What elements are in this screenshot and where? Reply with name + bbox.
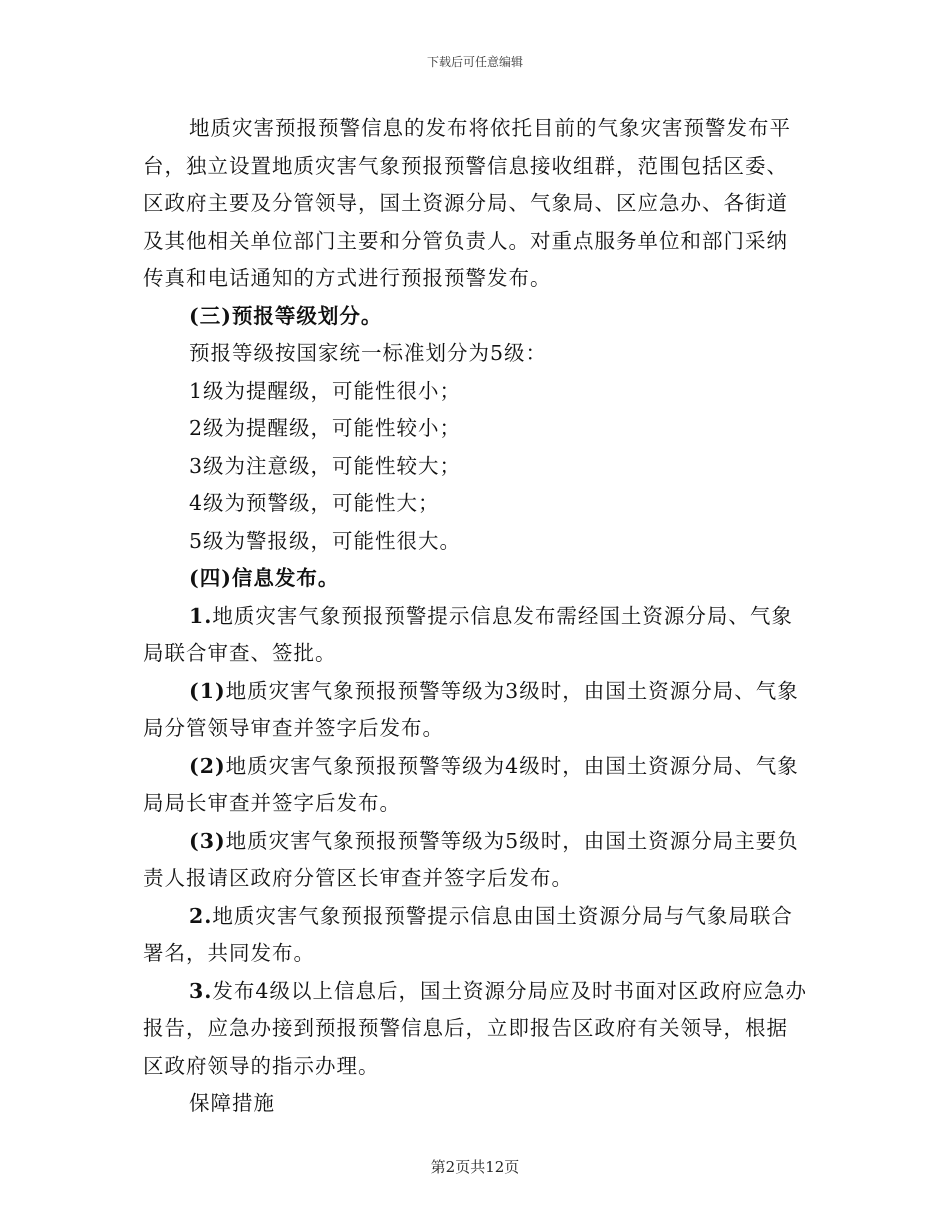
release-subitem-2-number: (2) <box>189 753 226 778</box>
release-item-3-number: 3. <box>189 978 213 1003</box>
release-item-3-text: 发布4级以上信息后，国土资源分局应及时书面对区政府应急办报告，应急办接到预报预警信息后，立即报告区政府有关领导，根据区政府领导的指示办理。 <box>143 978 807 1078</box>
release-subitem-1 <box>143 673 808 748</box>
release-subitem-3-number: (3) <box>189 828 226 853</box>
release-item-2-number: 2. <box>189 903 213 928</box>
level-item-5: 5级为警报级，可能性很大。 <box>189 528 462 553</box>
release-subitem-3 <box>143 823 808 898</box>
document-body <box>143 110 808 1123</box>
level-item-4: 4级为预警级，可能性大； <box>189 491 440 515</box>
release-subitem-1-number: (1) <box>189 678 226 703</box>
release-item-1-number: 1. <box>189 603 213 628</box>
section-heading-forecast-levels: (三)预报等级划分。 <box>189 303 383 328</box>
release-item-2-text: 地质灾害气象预报预警提示信息由国土资源分局与气象局联合署名，共同发布。 <box>143 903 793 965</box>
paragraph-levels-intro: 预报等级按国家统一标准划分为5级： <box>189 341 548 365</box>
paragraph-publishing-platform: 地质灾害预报预警信息的发布将依托目前的气象灾害预警发布平台，独立设置地质灾害气象预报预警信息接收组群，范围包括区委、区政府主要及分管领导，国土资源分局、气象局、区应急办、各街道及其他相关单位部门主要和分管负责人。对重点服务单位和部门采纳传真和电话通知的方式进行预报预警发布。 <box>143 116 791 290</box>
page-header: 下载后可任意编辑 <box>426 55 523 69</box>
release-item-1 <box>143 598 808 673</box>
release-item-2 <box>143 898 808 973</box>
level-item-3: 3级为注意级，可能性较大； <box>189 453 462 478</box>
paragraph-safeguard-measures: 保障措施 <box>189 1091 275 1115</box>
level-item-2: 2级为提醒级，可能性较小； <box>189 416 462 440</box>
release-subitem-1-text: 地质灾害气象预报预警等级为3级时，由国土资源分局、气象局分管领导审查并签字后发布。 <box>143 678 799 740</box>
release-item-1-text: 地质灾害气象预报预警提示信息发布需经国土资源分局、气象局联合审查、签批。 <box>143 603 793 665</box>
release-item-3 <box>143 973 808 1086</box>
section-heading-info-release: (四)信息发布。 <box>189 566 340 590</box>
release-subitem-3-text: 地质灾害气象预报预警等级为5级时，由国土资源分局主要负责人报请区政府分管区长审查并签字后发布。 <box>143 828 799 890</box>
level-item-1: 1级为提醒级，可能性很小； <box>189 378 462 403</box>
release-subitem-2-text: 地质灾害气象预报预警等级为4级时，由国土资源分局、气象局局长审查并签字后发布。 <box>143 753 799 815</box>
release-subitem-2 <box>143 748 808 823</box>
page-footer: 第2页共12页 <box>430 1158 520 1176</box>
